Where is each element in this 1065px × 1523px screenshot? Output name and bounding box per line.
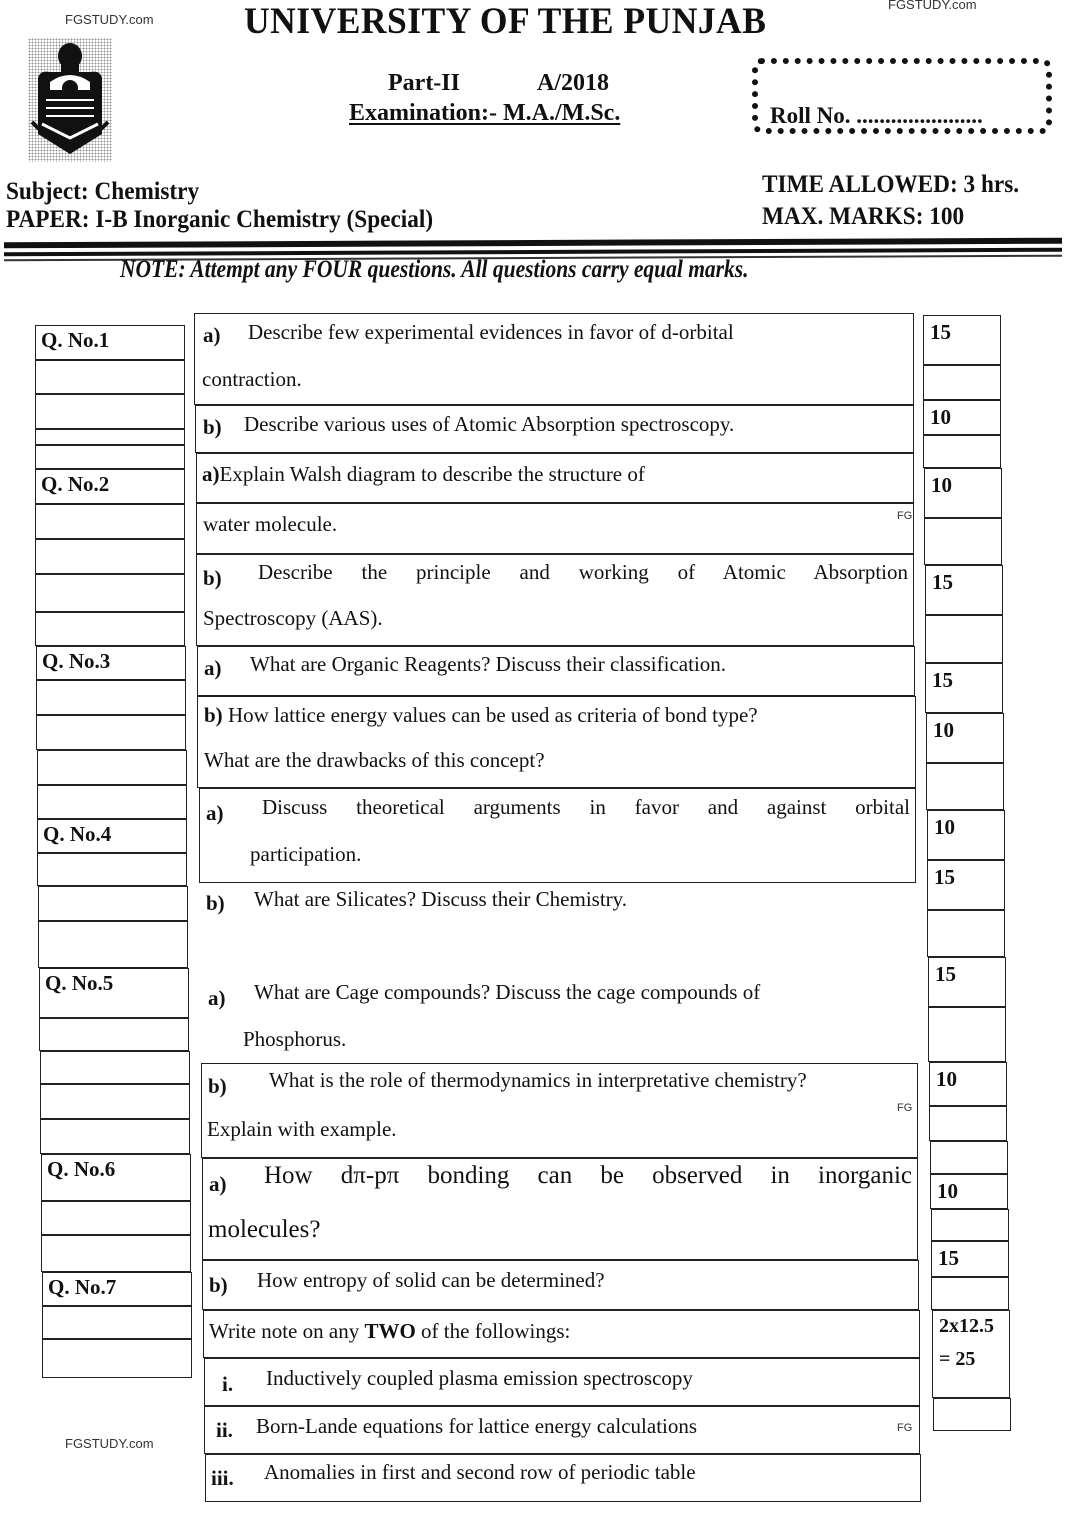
blank-cell [924, 518, 1002, 565]
part-prefix: b) [206, 891, 225, 915]
blank-cell [40, 1119, 190, 1154]
blank-cell [933, 1398, 1011, 1431]
blank-cell [929, 1106, 1007, 1141]
marks-value: 10 [937, 1179, 958, 1203]
question-3b-line: How lattice energy values can be used as criteria of bond type? [227, 703, 758, 727]
blank-cell [926, 763, 1004, 810]
marks-cell [926, 713, 1004, 763]
blank-cell [36, 680, 186, 715]
question-4a-text: Discuss theoretical arguments in favor and against orbital [262, 795, 910, 819]
item-prefix: i. [222, 1372, 234, 1396]
watermark-inline: FG [897, 1102, 913, 1114]
blank-cell [35, 574, 185, 612]
watermark-top-left: FGSTUDY.com [65, 12, 154, 27]
blank-cell [925, 615, 1003, 663]
blank-cell [35, 612, 185, 646]
blank-cell [931, 1277, 1009, 1310]
blank-cell [923, 435, 1001, 468]
qnum-cell-2: Q. No.2 [35, 469, 185, 504]
marks-cell [928, 957, 1006, 1007]
watermark-bottom-left: FGSTUDY.com [65, 1436, 154, 1451]
part-prefix: b) [204, 703, 223, 727]
marks-value: 15 [935, 962, 956, 986]
marks-value: 10 [934, 815, 955, 839]
watermark-inline: FG [897, 1422, 913, 1434]
question-2a-line: Explain Walsh diagram to describe the structure of [219, 462, 645, 486]
part-prefix: a) [206, 801, 224, 825]
marks-value: 10 [936, 1067, 957, 1091]
item-prefix: iii. [211, 1466, 234, 1490]
blank-cell [35, 445, 185, 469]
marks-cell [923, 400, 1001, 435]
question-2b-text: Describe the principle and working of Atomic Absorption [258, 560, 908, 584]
exam-part: Part-II [388, 70, 460, 96]
marks-cell [929, 1062, 1007, 1106]
intro-emphasis: TWO [364, 1319, 416, 1343]
examination-title: Examination:- M.A./M.Sc. [349, 100, 621, 126]
marks-total: = 25 [939, 1348, 976, 1370]
question-6b-text: How entropy of solid can be determined? [257, 1268, 605, 1292]
blank-cell [40, 1051, 190, 1084]
blank-cell [927, 910, 1005, 957]
blank-cell [41, 1201, 191, 1235]
watermark-inline: FG [897, 510, 913, 522]
qnum-cell-6: Q. No.6 [41, 1154, 191, 1201]
exam-session: A/2018 [537, 70, 609, 96]
instructions-note: NOTE: Attempt any FOUR questions. All questions carry equal marks. [120, 256, 749, 283]
marks-value: 15 [932, 668, 953, 692]
blank-cell [38, 921, 188, 968]
paper-label: PAPER: I-B Inorganic Chemistry (Special) [6, 206, 434, 233]
header-divider [4, 238, 1062, 249]
blank-cell [35, 360, 185, 394]
question-5a-text-cont: Phosphorus. [243, 1027, 347, 1051]
question-4b-text: What are Silicates? Discuss their Chemistry. [254, 887, 628, 911]
marks-value: 15 [932, 570, 953, 594]
blank-cell [35, 539, 185, 574]
question-1b-text: Describe various uses of Atomic Absorption spectroscopy. [244, 412, 735, 436]
note-item-2-text: Born-Lande equations for lattice energy calculations [256, 1414, 698, 1438]
marks-cell [927, 810, 1005, 860]
marks-value: 15 [938, 1246, 959, 1270]
blank-cell [930, 1141, 1008, 1174]
university-title: UNIVERSITY OF THE PUNJAB [244, 1, 767, 42]
qnum-cell-1: Q. No.1 [35, 325, 185, 360]
blank-cell [35, 429, 185, 445]
part-prefix: b) [209, 1273, 228, 1297]
part-prefix: a) [209, 1172, 227, 1196]
marks-cell [923, 315, 1001, 365]
marks-cell [927, 860, 1005, 910]
intro-text: Write note on any [209, 1319, 365, 1343]
subject-label: Subject: Chemistry [6, 178, 200, 205]
marks-cell [925, 565, 1003, 615]
watermark-top-right: FGSTUDY.com [888, 0, 977, 12]
question-1a-text-cont: contraction. [202, 367, 302, 391]
part-prefix: a) [208, 986, 226, 1010]
question-3b-text-cont: What are the drawbacks of this concept? [204, 748, 545, 772]
qnum-cell-7: Q. No.7 [42, 1272, 192, 1306]
marks-value: 2x12.5 [939, 1315, 994, 1337]
part-prefix: a) [203, 323, 221, 347]
blank-cell [39, 1018, 189, 1051]
qnum-cell-4: Q. No.4 [37, 819, 187, 853]
blank-cell [931, 1209, 1009, 1241]
blank-cell [42, 1339, 192, 1378]
part-prefix: b) [203, 415, 222, 439]
marks-value: 10 [933, 718, 954, 742]
blank-cell [923, 365, 1001, 400]
question-3a-text: What are Organic Reagents? Discuss their classification. [250, 652, 727, 676]
blank-cell [36, 715, 186, 750]
university-crest-icon [28, 38, 112, 162]
question-5b-text-cont: Explain with example. [207, 1117, 397, 1141]
blank-cell [37, 785, 187, 819]
question-5a-text: What are Cage compounds? Discuss the cage compounds of [254, 980, 761, 1004]
question-1a-text: Describe few experimental evidences in favor of d-orbital [248, 320, 734, 344]
time-allowed: TIME ALLOWED: 3 hrs. [762, 171, 1020, 198]
question-4a-text-cont: participation. [250, 842, 362, 866]
marks-cell [925, 663, 1003, 713]
blank-cell [38, 886, 188, 921]
part-prefix: a) [204, 656, 222, 680]
qnum-cell-5: Q. No.5 [39, 968, 189, 1018]
part-prefix: a) [202, 462, 220, 486]
marks-cell [930, 1174, 1008, 1209]
blank-cell [37, 750, 187, 785]
marks-value: 10 [930, 405, 951, 429]
max-marks: MAX. MARKS: 100 [762, 203, 965, 230]
blank-cell [42, 1306, 192, 1339]
question-2b-text-cont: Spectroscopy (AAS). [203, 606, 383, 630]
marks-value: 10 [931, 473, 952, 497]
question-5b-text: What is the role of thermodynamics in interpretative chemistry? [269, 1068, 807, 1092]
blank-cell [35, 394, 185, 429]
marks-cell [924, 468, 1002, 518]
blank-cell [37, 853, 187, 886]
marks-cell [931, 1241, 1009, 1277]
intro-text: of the followings: [415, 1319, 571, 1343]
question-6a-text: How dπ-pπ bonding can be observed in inorganic [264, 1162, 912, 1189]
question-2a-text-cont: water molecule. [203, 512, 338, 536]
blank-cell [35, 504, 185, 539]
marks-value: 15 [930, 320, 951, 344]
note-item-3-text: Anomalies in first and second row of periodic table [264, 1460, 696, 1484]
question-3b-text [204, 703, 758, 728]
question-7-intro [209, 1319, 570, 1344]
blank-cell [40, 1084, 190, 1119]
part-prefix: b) [203, 566, 222, 590]
part-prefix: b) [208, 1074, 227, 1098]
question-6a-text-cont: molecules? [208, 1216, 321, 1243]
marks-value: 15 [934, 865, 955, 889]
roll-number-field: Roll No. ...................... [770, 103, 983, 128]
qnum-cell-3: Q. No.3 [36, 646, 186, 680]
blank-cell [41, 1235, 191, 1272]
note-item-1-text: Inductively coupled plasma emission spectroscopy [266, 1366, 693, 1390]
marks-cell-q7 [932, 1310, 1010, 1398]
question-2a-text [202, 462, 645, 487]
item-prefix: ii. [216, 1418, 233, 1442]
blank-cell [928, 1007, 1006, 1062]
